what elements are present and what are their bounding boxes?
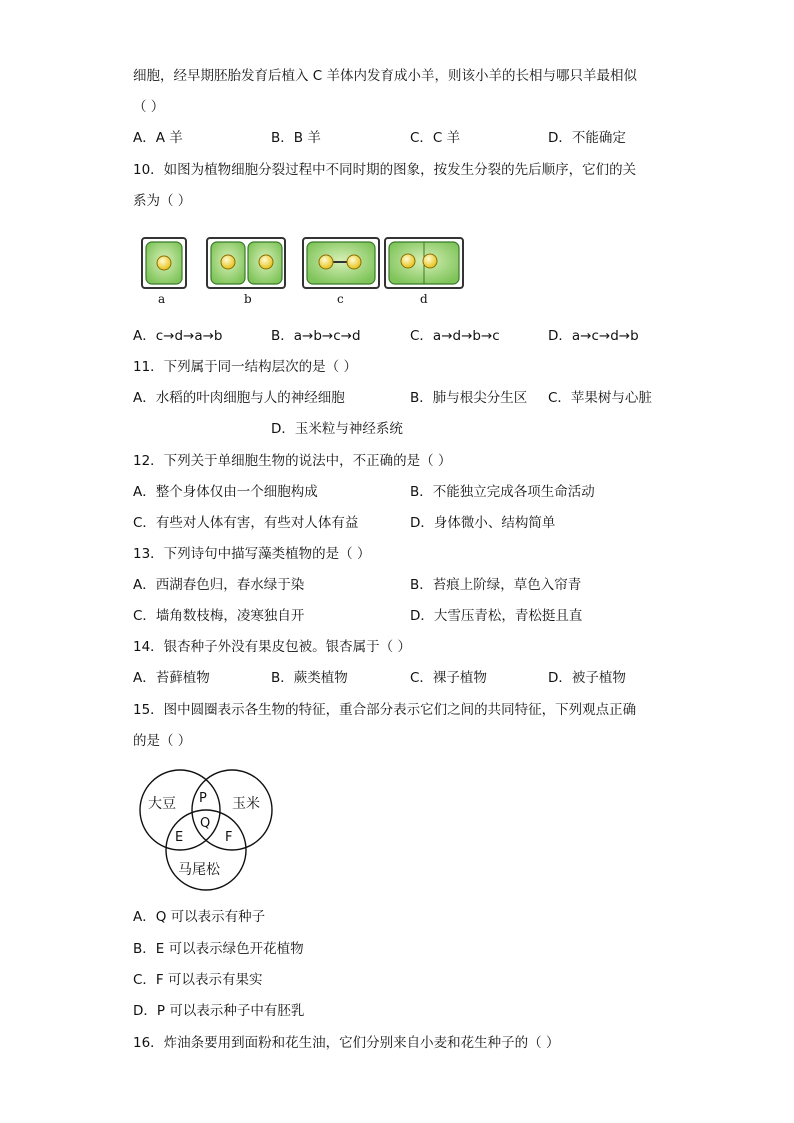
venn-region-p: P — [199, 791, 207, 806]
q14-stem: 14．银杏种子外没有果皮包被。银杏属于（ ） — [133, 639, 411, 655]
q15-option-d: D．P 可以表示种子中有胚乳 — [133, 1003, 305, 1019]
venn-label-corn: 玉米 — [232, 796, 260, 812]
q14-option-d: D．被子植物 — [548, 670, 626, 686]
q12-option-b: B．不能独立完成各项生命活动 — [410, 484, 595, 500]
cell-d — [385, 238, 463, 288]
q10-stem-line2: 系为（ ） — [133, 193, 192, 209]
q9-option-b: B．B 羊 — [271, 130, 321, 146]
q15-option-b: B．E 可以表示绿色开花植物 — [133, 941, 304, 957]
q15-stem-line1: 15．图中圆圈表示各生物的特征，重合部分表示它们之间的共同特征，下列观点正确 — [133, 702, 637, 718]
nucleus — [157, 256, 171, 270]
nucleus — [401, 254, 415, 268]
q11-option-d: D．玉米粒与神经系统 — [271, 421, 403, 437]
cell-division-figure — [138, 234, 468, 294]
label-b: b — [244, 292, 252, 306]
q9-paren: （ ） — [133, 99, 165, 115]
q11-option-c: C．苹果树与心脏 — [548, 390, 652, 406]
cell-a — [142, 238, 186, 288]
q15-option-c: C．F 可以表示有果实 — [133, 972, 263, 988]
q9-option-a: A．A 羊 — [133, 130, 183, 146]
nucleus — [347, 255, 361, 269]
venn-diagram — [136, 766, 276, 892]
cell-c — [303, 238, 379, 288]
q14-option-c: C．裸子植物 — [410, 670, 487, 686]
q12-option-a: A．整个身体仅由一个细胞构成 — [133, 484, 318, 500]
nucleus — [423, 254, 437, 268]
venn-region-q: Q — [200, 816, 211, 831]
venn-label-pine: 马尾松 — [178, 862, 220, 878]
q12-option-d: D．身体微小、结构简单 — [410, 515, 556, 531]
q13-option-c: C．墙角数枝梅，凌寒独自开 — [133, 608, 305, 624]
q14-option-b: B．蕨类植物 — [271, 670, 348, 686]
label-a: a — [158, 292, 166, 306]
q16-stem: 16．炸油条要用到面粉和花生油，它们分别来自小麦和花生种子的（ ） — [133, 1035, 560, 1051]
q10-option-a: A．c→d→a→b — [133, 328, 223, 344]
q13-option-d: D．大雪压青松，青松挺且直 — [410, 608, 583, 624]
q11-option-a: A．水稻的叶肉细胞与人的神经细胞 — [133, 390, 345, 406]
q11-option-b: B．肺与根尖分生区 — [410, 390, 528, 406]
q12-option-c: C．有些对人体有害，有些对人体有益 — [133, 515, 359, 531]
q15-stem-line2: 的是（ ） — [133, 733, 192, 749]
q13-option-b: B．苔痕上阶绿，草色入帘青 — [410, 577, 582, 593]
q9-option-d: D．不能确定 — [548, 130, 626, 146]
q14-option-a: A．苔藓植物 — [133, 670, 210, 686]
q10-stem-line1: 10．如图为植物细胞分裂过程中不同时期的图象，按发生分裂的先后顺序，它们的关 — [133, 162, 637, 178]
venn-region-e: E — [175, 830, 184, 845]
venn-region-f: F — [225, 830, 233, 845]
q13-option-a: A．西湖春色归，春水绿于染 — [133, 577, 305, 593]
nucleus — [319, 255, 333, 269]
nucleus — [259, 255, 273, 269]
q10-option-d: D．a→c→d→b — [548, 328, 639, 344]
q11-stem: 11．下列属于同一结构层次的是（ ） — [133, 359, 357, 375]
cell-b — [207, 238, 285, 288]
venn-label-soybean: 大豆 — [148, 796, 176, 812]
q10-option-c: C．a→d→b→c — [410, 328, 500, 344]
q9-option-c: C．C 羊 — [410, 130, 461, 146]
q10-option-b: B．a→b→c→d — [271, 328, 361, 344]
q15-option-a: A．Q 可以表示有种子 — [133, 909, 266, 925]
label-d: d — [420, 292, 428, 306]
label-c: c — [337, 292, 344, 306]
q13-stem: 13．下列诗句中描写藻类植物的是（ ） — [133, 546, 371, 562]
nucleus — [221, 255, 235, 269]
q9-stem-continuation: 细胞，经早期胚胎发育后植入 C 羊体内发育成小羊，则该小羊的长相与哪只羊最相似 — [133, 68, 638, 84]
q12-stem: 12．下列关于单细胞生物的说法中，不正确的是（ ） — [133, 453, 452, 469]
